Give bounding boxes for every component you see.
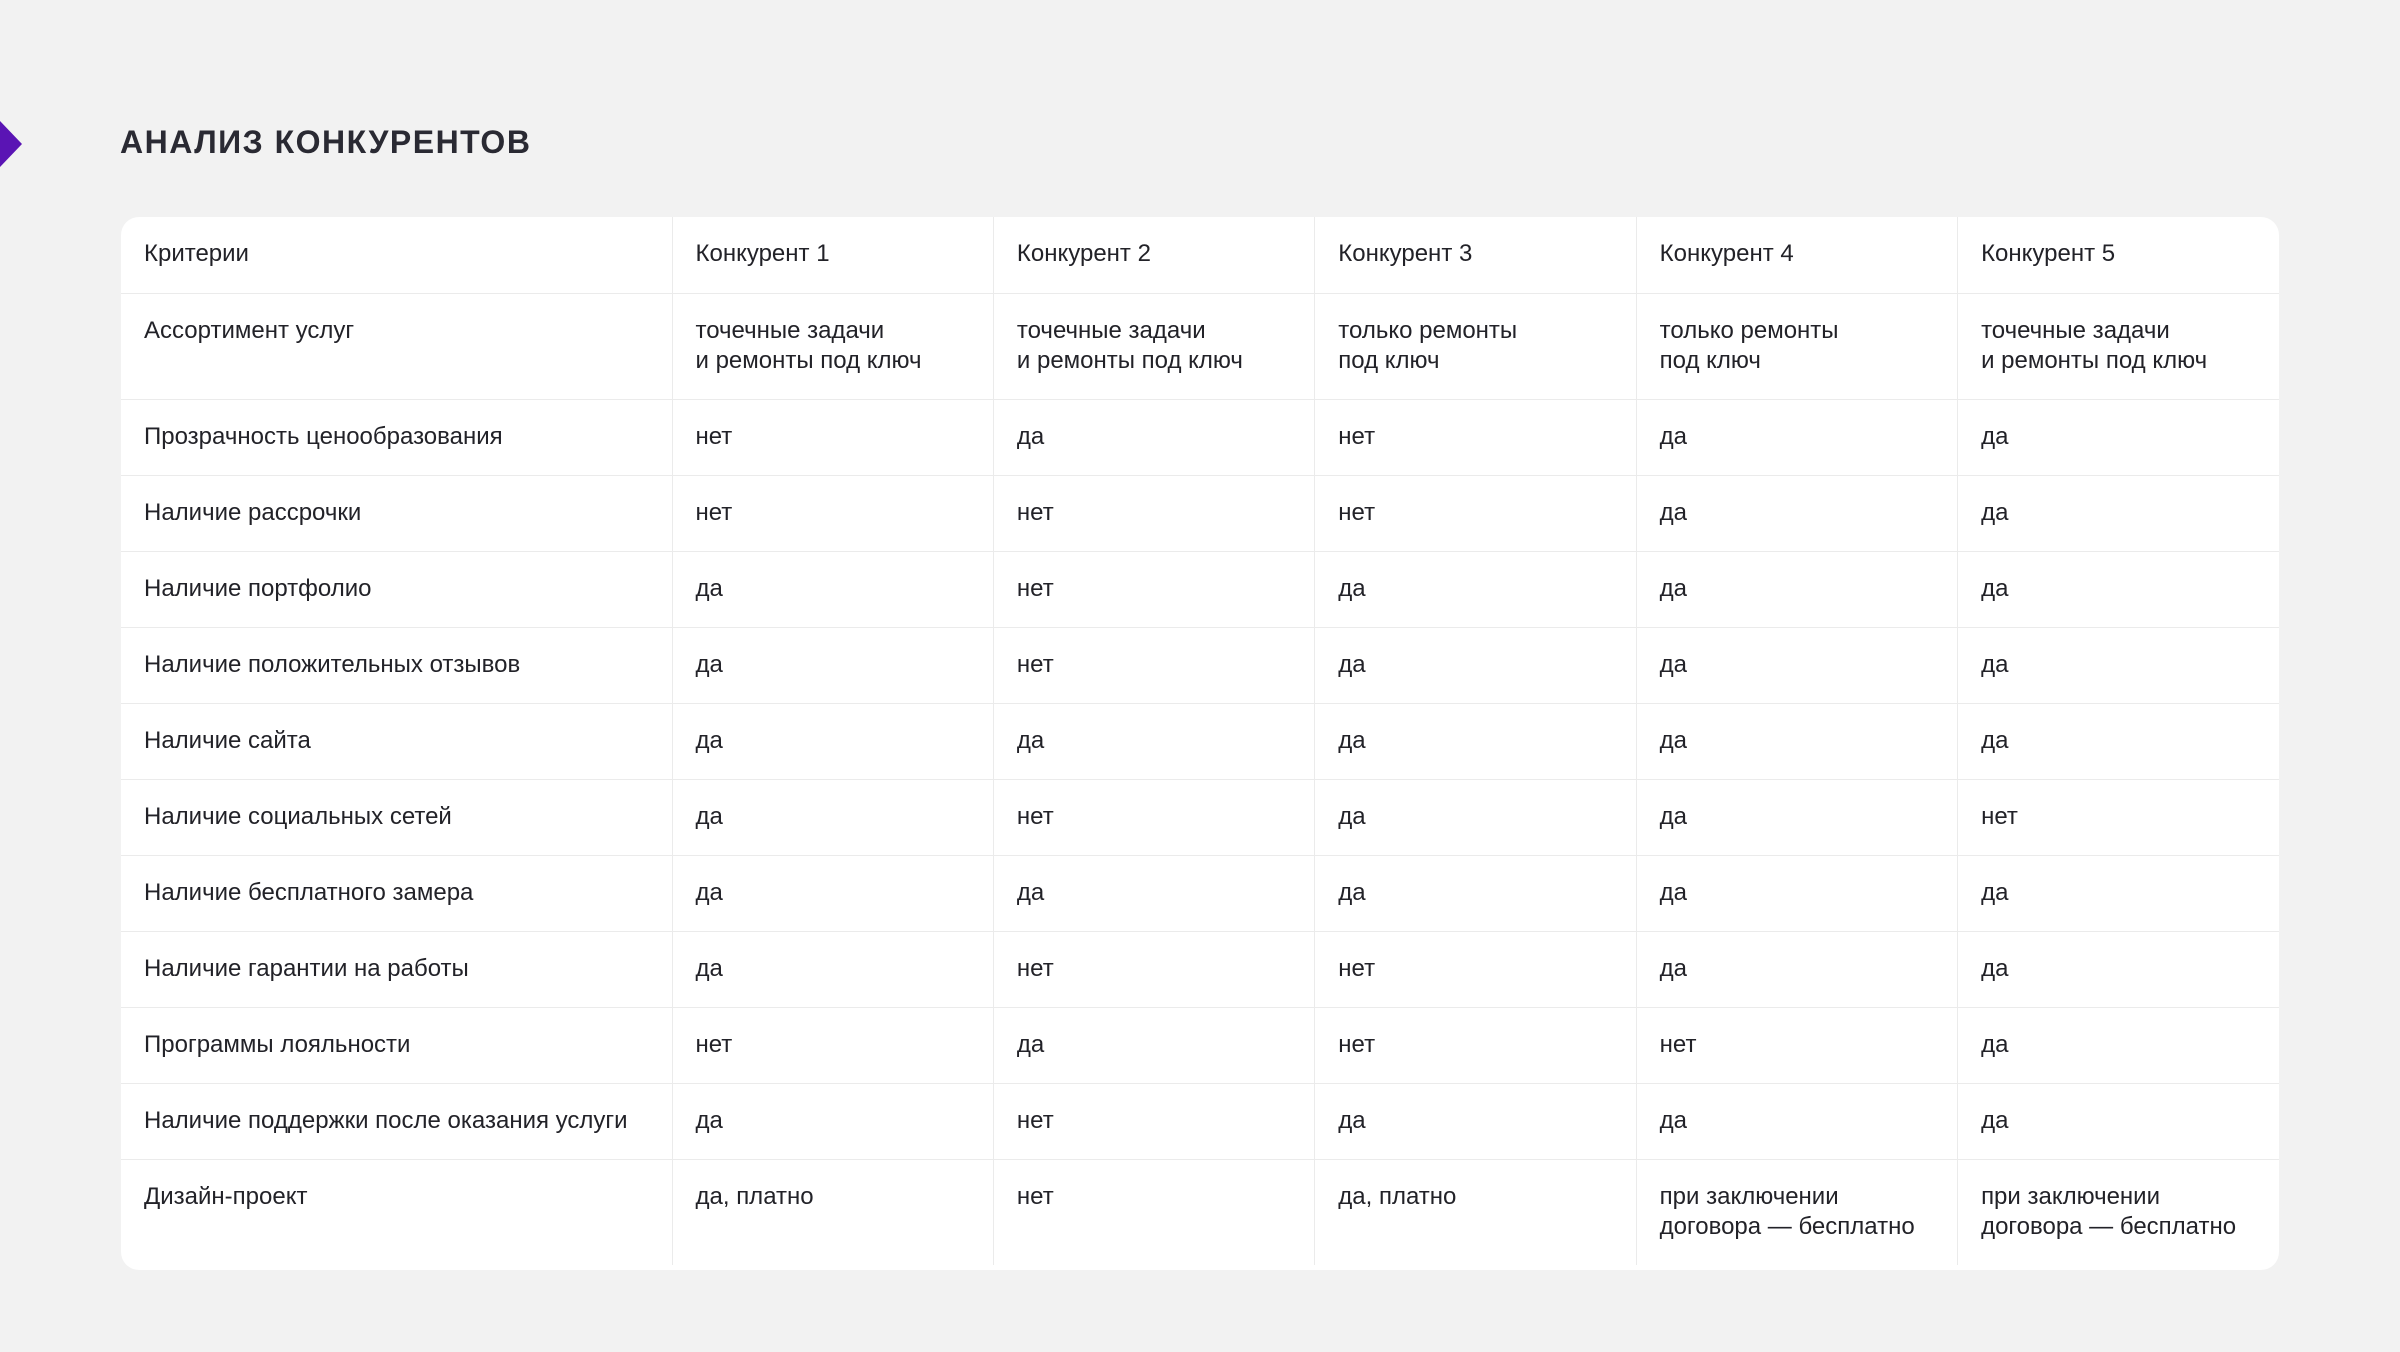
competitor-2-cell	[993, 931, 1314, 1007]
competitor-5-cell	[1958, 1159, 2279, 1265]
cell-text-line: да	[1659, 1106, 1688, 1134]
cell-text-line: договора — бесплатно	[1981, 1212, 2237, 1240]
cell-text-line: нет	[1659, 1030, 1697, 1058]
table-row	[121, 475, 2279, 551]
competitor-3-cell	[1315, 399, 1636, 475]
criterion-cell: Наличие поддержки после оказания услуги	[121, 1083, 672, 1159]
competitor-3-cell	[1315, 627, 1636, 703]
cell-text-line: да	[1016, 422, 1045, 450]
criterion-cell: Наличие бесплатного замера	[121, 855, 672, 931]
competitor-2-cell	[993, 551, 1314, 627]
table-row	[121, 779, 2279, 855]
cell-text-line: да	[1338, 650, 1366, 678]
competitor-3-cell	[1315, 551, 1636, 627]
cell-text-line: нет	[695, 422, 733, 450]
competitor-2-cell	[993, 399, 1314, 475]
competitor-2-cell	[993, 855, 1314, 931]
cell-text-line: да	[695, 650, 723, 678]
competitor-4-cell	[1636, 931, 1957, 1007]
cell-text-line: под ключ	[1338, 346, 1440, 374]
competitor-4-cell	[1636, 475, 1957, 551]
criterion-cell: Наличие сайта	[121, 703, 672, 779]
competitor-5-cell	[1958, 855, 2279, 931]
cell-text-line: да	[1981, 574, 2009, 602]
cell-text-line: да	[1981, 422, 2009, 450]
competitor-5-cell	[1958, 475, 2279, 551]
competitor-1-cell	[672, 475, 993, 551]
table-body	[121, 293, 2279, 1265]
table-row	[121, 293, 2279, 399]
cell-text-line: да	[695, 574, 723, 602]
cell-text-line: договора — бесплатно	[1659, 1212, 1915, 1240]
competitor-3-cell	[1315, 703, 1636, 779]
header-competitor-2: Конкурент 2	[993, 217, 1314, 293]
competitor-3-cell	[1315, 475, 1636, 551]
competitor-3-cell	[1315, 1007, 1636, 1083]
cell-text-line: нет	[1016, 1182, 1054, 1210]
cell-text-line: при заключении	[1981, 1182, 2160, 1210]
competitor-2-cell	[993, 1159, 1314, 1265]
criterion-cell: Ассортимент услуг	[121, 293, 672, 399]
competitor-4-cell	[1636, 855, 1957, 931]
table-header-row	[121, 217, 2279, 293]
cell-text-line: да	[1981, 1030, 2009, 1058]
criterion-cell: Наличие социальных сетей	[121, 779, 672, 855]
competitor-2-cell	[993, 779, 1314, 855]
cell-text-line: да	[1338, 802, 1366, 830]
criterion-cell: Дизайн-проект	[121, 1159, 672, 1265]
cell-text-line: да	[1981, 650, 2009, 678]
competitor-2-cell	[993, 475, 1314, 551]
cell-text-line: нет	[1016, 1106, 1054, 1134]
cell-text-line: да	[1981, 726, 2009, 754]
competitor-5-cell	[1958, 399, 2279, 475]
cell-text-line: только ремонты	[1659, 316, 1839, 344]
cell-text-line: только ремонты	[1338, 316, 1518, 344]
cell-text-line: нет	[695, 498, 733, 526]
cell-text-line: да	[695, 954, 723, 982]
cell-text-line: да	[1659, 726, 1688, 754]
competitor-4-cell	[1636, 627, 1957, 703]
competitor-4-cell	[1636, 399, 1957, 475]
cell-text-line: нет	[1338, 1030, 1376, 1058]
cell-text-line: да	[1016, 878, 1045, 906]
cell-text-line: нет	[1016, 954, 1054, 982]
table-row	[121, 627, 2279, 703]
criterion-cell: Наличие положительных отзывов	[121, 627, 672, 703]
competitor-comparison-table	[121, 217, 2279, 1265]
cell-text-line: да	[1338, 878, 1366, 906]
criterion-cell: Наличие рассрочки	[121, 475, 672, 551]
competitor-1-cell	[672, 703, 993, 779]
cell-text-line: да	[1016, 726, 1045, 754]
cell-text-line: нет	[1338, 954, 1376, 982]
cell-text-line: да	[1659, 802, 1688, 830]
header-competitor-4: Конкурент 4	[1636, 217, 1957, 293]
cell-text-line: нет	[1016, 802, 1054, 830]
cell-text-line: нет	[695, 1030, 733, 1058]
competitor-4-cell	[1636, 779, 1957, 855]
competitor-4-cell	[1636, 551, 1957, 627]
competitor-1-cell	[672, 399, 993, 475]
competitor-5-cell	[1958, 779, 2279, 855]
competitor-4-cell	[1636, 1007, 1957, 1083]
table-row	[121, 551, 2279, 627]
table-row	[121, 1007, 2279, 1083]
competitor-2-cell	[993, 1007, 1314, 1083]
cell-text-line: да	[1981, 1106, 2009, 1134]
competitor-2-cell	[993, 293, 1314, 399]
competitor-3-cell	[1315, 293, 1636, 399]
cell-text-line: да	[1659, 954, 1688, 982]
cell-text-line: нет	[1016, 498, 1054, 526]
competitor-5-cell	[1958, 1007, 2279, 1083]
cell-text-line: да	[695, 1106, 723, 1134]
cell-text-line: нет	[1338, 422, 1376, 450]
competitor-1-cell	[672, 855, 993, 931]
cell-text-line: да	[695, 878, 723, 906]
competitor-4-cell	[1636, 1083, 1957, 1159]
cell-text-line: да	[1659, 574, 1688, 602]
slide-title: АНАЛИЗ КОНКУРЕНТОВ	[120, 124, 532, 160]
cell-text-line: да	[1981, 954, 2009, 982]
cell-text-line: нет	[1338, 498, 1376, 526]
table-row	[121, 931, 2279, 1007]
table-row	[121, 1159, 2279, 1265]
header-competitor-5: Конкурент 5	[1958, 217, 2279, 293]
competitor-1-cell	[672, 551, 993, 627]
competitor-5-cell	[1958, 551, 2279, 627]
competitor-1-cell	[672, 627, 993, 703]
cell-text-line: точечные задачи	[695, 316, 885, 344]
cell-text-line: нет	[1016, 574, 1054, 602]
table-row	[121, 399, 2279, 475]
cell-text-line: да	[695, 802, 723, 830]
competitor-5-cell	[1958, 703, 2279, 779]
cell-text-line: и ремонты под ключ	[1981, 346, 2208, 374]
cell-text-line: да	[1338, 1106, 1366, 1134]
criterion-cell: Прозрачность ценообразования	[121, 399, 672, 475]
criterion-cell: Программы лояльности	[121, 1007, 672, 1083]
cell-text-line: да	[1659, 422, 1688, 450]
cell-text-line: да	[1981, 498, 2009, 526]
cell-text-line: точечные задачи	[1016, 316, 1206, 344]
cell-text-line: при заключении	[1659, 1182, 1839, 1210]
header-criteria: Критерии	[121, 217, 672, 293]
competitor-1-cell	[672, 931, 993, 1007]
cell-text-line: да	[1016, 1030, 1045, 1058]
competitor-3-cell	[1315, 931, 1636, 1007]
cell-text-line: да	[1659, 878, 1688, 906]
competitor-4-cell	[1636, 703, 1957, 779]
competitor-1-cell	[672, 1159, 993, 1265]
criterion-cell: Наличие гарантии на работы	[121, 931, 672, 1007]
competitor-2-cell	[993, 1083, 1314, 1159]
competitor-2-cell	[993, 703, 1314, 779]
competitor-5-cell	[1958, 627, 2279, 703]
cell-text-line: да	[695, 726, 723, 754]
cell-text-line: и ремонты под ключ	[695, 346, 922, 374]
competitor-3-cell	[1315, 855, 1636, 931]
cell-text-line: да	[1338, 574, 1366, 602]
competitor-4-cell	[1636, 1159, 1957, 1265]
cell-text-line: нет	[1016, 650, 1054, 678]
slide-marker-arrow	[0, 121, 22, 167]
cell-text-line: и ремонты под ключ	[1016, 346, 1243, 374]
header-competitor-1: Конкурент 1	[672, 217, 993, 293]
table-row	[121, 703, 2279, 779]
cell-text-line: да	[1659, 650, 1688, 678]
competitor-3-cell	[1315, 1083, 1636, 1159]
competitor-4-cell	[1636, 293, 1957, 399]
competitor-1-cell	[672, 1007, 993, 1083]
competitor-3-cell	[1315, 1159, 1636, 1265]
competitor-2-cell	[993, 627, 1314, 703]
criterion-cell: Наличие портфолио	[121, 551, 672, 627]
cell-text-line: да	[1659, 498, 1688, 526]
header-competitor-3: Конкурент 3	[1315, 217, 1636, 293]
competitor-1-cell	[672, 293, 993, 399]
competitor-1-cell	[672, 1083, 993, 1159]
competitor-5-cell	[1958, 1083, 2279, 1159]
cell-text-line: нет	[1981, 802, 2018, 830]
cell-text-line: да	[1981, 878, 2009, 906]
comparison-table-card	[121, 217, 2279, 1270]
table-row	[121, 855, 2279, 931]
competitor-1-cell	[672, 779, 993, 855]
cell-text-line: под ключ	[1659, 346, 1761, 374]
competitor-5-cell	[1958, 293, 2279, 399]
cell-text-line: точечные задачи	[1981, 316, 2170, 344]
competitor-3-cell	[1315, 779, 1636, 855]
competitor-5-cell	[1958, 931, 2279, 1007]
cell-text-line: да	[1338, 726, 1366, 754]
cell-text-line: да, платно	[1338, 1182, 1457, 1210]
table-row	[121, 1083, 2279, 1159]
cell-text-line: да, платно	[695, 1182, 814, 1210]
